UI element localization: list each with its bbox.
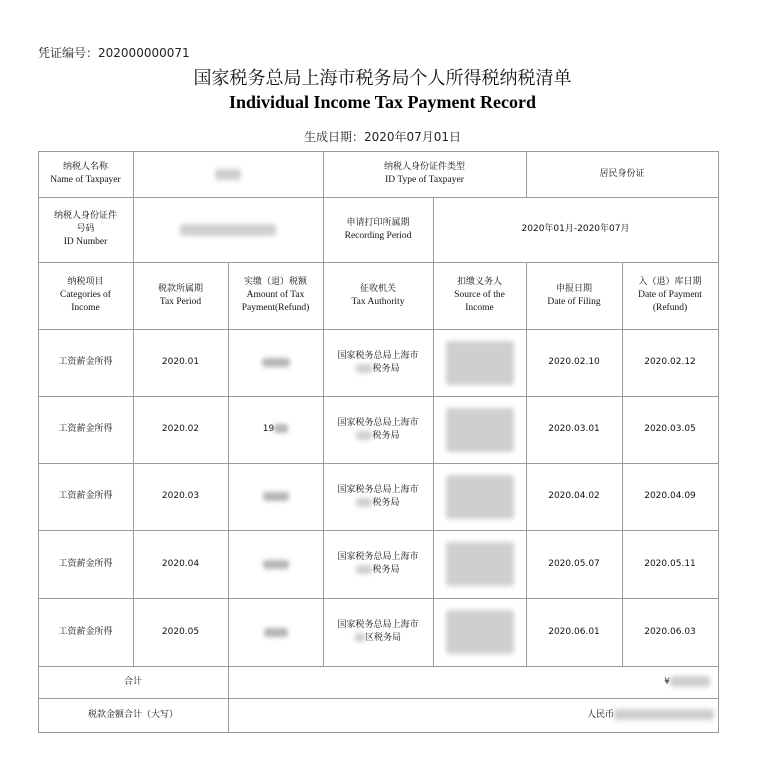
row-2-source <box>433 396 526 463</box>
row-4-authority-line-2 <box>356 564 399 577</box>
recording-period-label <box>323 197 433 262</box>
header-category-cn: 纳税项目 <box>67 277 104 287</box>
id-number-label-en: ID Number <box>63 237 108 247</box>
total-currency: ¥ <box>664 676 670 687</box>
header-filing-date-en: Date of Filing <box>547 296 601 307</box>
row-2-amount-text: 19 <box>262 424 275 434</box>
row-3-filing-date: 2020.04.02 <box>548 491 600 501</box>
row-5-amount <box>228 598 323 666</box>
taxpayer-name-value <box>133 151 323 197</box>
row-4-period: 2020.04 <box>161 558 200 569</box>
header-category-en-1: Categories of <box>60 290 111 300</box>
header-authority-cn: 征收机关 <box>359 283 396 294</box>
table-border-bottom <box>38 732 718 733</box>
header-authority-en: Tax Authority <box>351 296 405 307</box>
row-4-authority <box>323 530 433 598</box>
generation-date-label: 生成日期： <box>303 130 364 144</box>
header-payment-date <box>622 262 718 329</box>
row-1-filing-date: 2020.02.10 <box>548 357 600 367</box>
row-5-filing-date: 2020.06.01 <box>548 626 600 637</box>
row-4-source <box>433 530 526 598</box>
row-5-payment-date: 2020.06.03 <box>644 626 696 637</box>
row-3-period: 2020.03 <box>161 491 200 501</box>
row-2-authority-suffix: 税务局 <box>372 430 400 441</box>
redacted-block <box>446 475 514 519</box>
row-1-authority-line-1: 国家税务总局上海市 <box>337 350 419 361</box>
id-type-label <box>323 151 526 197</box>
header-payment-date-en-2: (Refund) <box>652 303 688 313</box>
row-3-authority-line-2 <box>356 497 399 510</box>
row-4-filing-date: 2020.05.07 <box>548 558 600 569</box>
header-tax-period-en: Tax Period <box>159 296 202 307</box>
id-type-label-en: ID Type of Taxpayer <box>385 175 464 185</box>
header-category <box>38 262 133 329</box>
header-source-en-1: Source of the <box>454 290 505 300</box>
certificate-label: 凭证编号： <box>38 46 99 60</box>
id-number-label <box>38 197 133 262</box>
total-value <box>228 666 718 698</box>
redacted-block <box>215 169 241 180</box>
header-source-cn: 扣缴义务人 <box>456 277 502 287</box>
id-type-value: 居民身份证 <box>599 168 645 179</box>
row-4-payment-date: 2020.05.11 <box>644 558 696 569</box>
redacted-block <box>356 565 372 574</box>
total-label: 合计 <box>123 676 142 687</box>
total-words-prefix: 人民币 <box>586 709 614 720</box>
row-5-authority-line-2 <box>355 632 401 645</box>
row-3-authority <box>323 463 433 530</box>
row-4-authority-line-1: 国家税务总局上海市 <box>337 552 419 562</box>
header-filing-date <box>526 262 622 329</box>
row-2-amount-partial <box>263 423 288 436</box>
row-1-amount <box>228 329 323 396</box>
row-3-authority-line-1: 国家税务总局上海市 <box>337 484 419 495</box>
redacted-block <box>356 498 372 507</box>
header-amount-en-2: Payment(Refund) <box>241 303 310 313</box>
redacted-block <box>180 224 276 236</box>
header-tax-period <box>133 262 228 329</box>
row-5-category: 工资薪金所得 <box>58 626 113 637</box>
row-5-authority <box>323 598 433 666</box>
id-number-label-cn-1: 纳税人身份证件 <box>53 211 117 221</box>
total-words-label: 税款金额合计（大写） <box>87 709 178 720</box>
header-source <box>433 262 526 329</box>
recording-period-value: 2020年01月-2020年07月 <box>521 224 630 234</box>
row-2-authority <box>323 396 433 463</box>
total-words-value <box>228 698 718 732</box>
row-2-amount <box>228 396 323 463</box>
header-source-en-2: Income <box>465 303 494 313</box>
redacted-block <box>263 560 289 569</box>
redacted-block <box>446 341 514 385</box>
row-5-period: 2020.05 <box>161 626 200 637</box>
row-5-authority-line-1: 国家税务总局上海市 <box>337 620 419 630</box>
row-1-authority-line-2 <box>356 363 399 376</box>
recording-period-label-cn: 申请打印所属期 <box>346 217 410 228</box>
redacted-block <box>356 431 372 440</box>
row-4-category: 工资薪金所得 <box>58 558 113 569</box>
redacted-block <box>446 542 514 586</box>
row-1-payment-date: 2020.02.12 <box>644 357 696 367</box>
row-4-authority-suffix: 税务局 <box>372 565 400 575</box>
redacted-block <box>356 364 372 373</box>
header-payment-date-cn: 入（退）库日期 <box>638 277 702 287</box>
header-amount-cn: 实缴（退）税额 <box>243 277 307 287</box>
redacted-block <box>446 610 514 654</box>
redacted-block <box>670 676 710 687</box>
certificate-value: 202000000071 <box>98 46 190 60</box>
total-words-content <box>587 709 714 722</box>
row-1-period: 2020.01 <box>161 357 200 367</box>
row-2-authority-line-1: 国家税务总局上海市 <box>337 417 419 428</box>
generation-date-value: 2020年07月01日 <box>363 130 462 144</box>
row-5-source <box>433 598 526 666</box>
row-3-amount <box>228 463 323 530</box>
header-category-en-2: Income <box>71 303 100 313</box>
taxpayer-name-label <box>38 151 133 197</box>
header-filing-date-cn: 申报日期 <box>555 283 592 294</box>
redacted-block <box>446 408 514 452</box>
row-3-authority-suffix: 税务局 <box>372 497 400 508</box>
row-1-category: 工资薪金所得 <box>58 357 113 367</box>
row-5-authority-suffix: 区税务局 <box>364 633 401 643</box>
taxpayer-name-label-en: Name of Taxpayer <box>50 175 121 185</box>
header-authority <box>323 262 433 329</box>
redacted-block <box>264 628 288 637</box>
row-3-category: 工资薪金所得 <box>58 491 113 501</box>
row-1-authority-suffix: 税务局 <box>372 363 400 374</box>
header-amount-en-1: Amount of Tax <box>246 290 305 300</box>
header-tax-period-cn: 税款所属期 <box>157 283 203 294</box>
page-title-cn: 国家税务总局上海市税务局个人所得税纳税清单 <box>193 68 572 89</box>
id-number-label-cn-2: 号码 <box>76 224 95 234</box>
row-1-source <box>433 329 526 396</box>
row-2-filing-date: 2020.03.01 <box>548 424 600 434</box>
id-type-label-cn: 纳税人身份证件类型 <box>383 162 465 172</box>
row-4-amount <box>228 530 323 598</box>
row-2-period: 2020.02 <box>161 424 200 434</box>
table-border-right <box>718 151 719 733</box>
page-title-en: Individual Income Tax Payment Record <box>228 92 537 112</box>
id-number-value <box>133 197 323 262</box>
row-2-payment-date: 2020.03.05 <box>644 424 696 434</box>
row-2-authority-line-2 <box>356 430 399 443</box>
total-value-content <box>664 676 710 689</box>
redacted-block <box>262 358 290 367</box>
redacted-block <box>355 633 365 642</box>
row-1-authority <box>323 329 433 396</box>
recording-period-label-en: Recording Period <box>344 230 412 241</box>
taxpayer-name-label-cn: 纳税人名称 <box>62 162 108 172</box>
redacted-block <box>614 709 714 720</box>
row-3-source <box>433 463 526 530</box>
header-amount <box>228 262 323 329</box>
header-payment-date-en-1: Date of Payment <box>638 290 702 300</box>
row-3-payment-date: 2020.04.09 <box>644 491 696 501</box>
redacted-block <box>263 492 289 501</box>
row-2-category: 工资薪金所得 <box>58 424 113 434</box>
redacted-block <box>274 424 288 433</box>
